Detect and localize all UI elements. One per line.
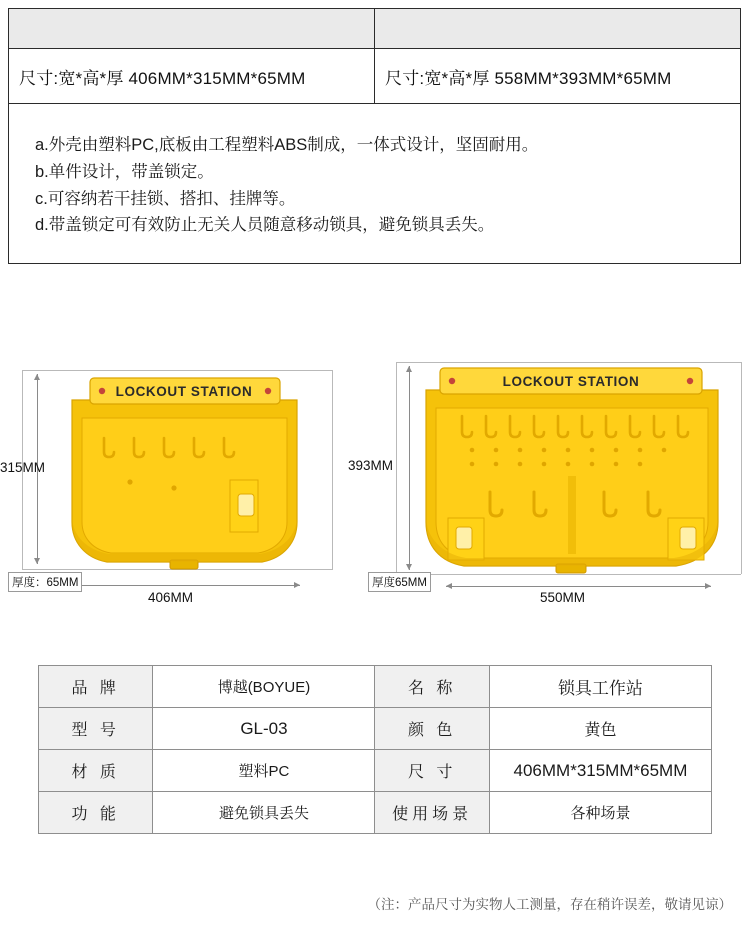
feature-description [9, 104, 741, 264]
left-height-label: 315MM [0, 460, 46, 475]
right-guide-left [396, 362, 397, 574]
lockout-station-large [418, 364, 728, 576]
size-table-description-row [9, 104, 741, 264]
svg-text:LOCKOUT STATION: LOCKOUT STATION [502, 374, 640, 389]
right-thickness-label: 厚度65MM [368, 572, 431, 592]
size-header-cell-left [9, 9, 375, 49]
spec-value-model: GL-03 [153, 708, 375, 750]
right-width-label: 550MM [540, 590, 586, 605]
spec-value-color: 黄色 [489, 708, 711, 750]
left-width-label: 406MM [148, 590, 194, 605]
spec-key-function: 功 能 [39, 792, 153, 834]
svg-text:LOCKOUT STATION: LOCKOUT STATION [115, 384, 253, 399]
table-row [39, 708, 712, 750]
right-height-arrow [409, 366, 410, 570]
left-guide-top [22, 370, 332, 371]
size-value-small: 尺寸:宽*高*厚 406MM*315MM*65MM [9, 49, 375, 104]
lockout-station-large-svg [418, 364, 728, 576]
spec-value-scenario: 各种场景 [489, 792, 711, 834]
right-guide-right [741, 362, 742, 574]
spec-key-material: 材 质 [39, 750, 153, 792]
lockout-station-small-svg [62, 372, 307, 572]
size-description-table [8, 8, 741, 264]
lockout-station-small [62, 372, 307, 572]
spec-value-brand: 博越(BOYUE) [153, 666, 375, 708]
spec-value-function: 避免锁具丢失 [153, 792, 375, 834]
size-table-header-row [9, 9, 741, 49]
left-guide-right [332, 370, 333, 570]
spec-value-name: 锁具工作站 [489, 666, 711, 708]
table-row [39, 792, 712, 834]
spec-key-color: 颜 色 [375, 708, 489, 750]
left-width-arrow [60, 585, 300, 586]
size-header-cell-right [375, 9, 741, 49]
left-thickness-label: 厚度：65MM [8, 572, 82, 592]
table-row [39, 750, 712, 792]
spec-key-model: 型 号 [39, 708, 153, 750]
feature-line-b: b.单件设计，带盖锁定。 [35, 162, 214, 181]
right-width-arrow [446, 586, 711, 587]
measurement-footnote: （注：产品尺寸为实物人工测量，存在稍许误差，敬请见谅） [367, 897, 732, 912]
right-height-label: 393MM [348, 458, 394, 473]
spec-value-size: 406MM*315MM*65MM [489, 750, 711, 792]
spec-value-material: 塑料PC [153, 750, 375, 792]
right-guide-top [396, 362, 741, 363]
product-illustration-area [0, 340, 750, 630]
specification-table [38, 665, 712, 834]
feature-line-d: d.带盖锁定可有效防止无关人员随意移动锁具，避免锁具丢失。 [35, 216, 495, 235]
spec-key-size: 尺 寸 [375, 750, 489, 792]
size-table-value-row [9, 49, 741, 104]
feature-line-a: a.外壳由塑料PC,底板由工程塑料ABS制成，一体式设计，坚固耐用。 [35, 136, 539, 155]
feature-line-c: c.可容纳若干挂锁、搭扣、挂牌等。 [35, 189, 296, 208]
table-row [39, 666, 712, 708]
size-value-large: 尺寸:宽*高*厚 558MM*393MM*65MM [375, 49, 741, 104]
spec-key-brand: 品 牌 [39, 666, 153, 708]
spec-key-scenario: 使用场景 [375, 792, 489, 834]
spec-key-name: 名 称 [375, 666, 489, 708]
